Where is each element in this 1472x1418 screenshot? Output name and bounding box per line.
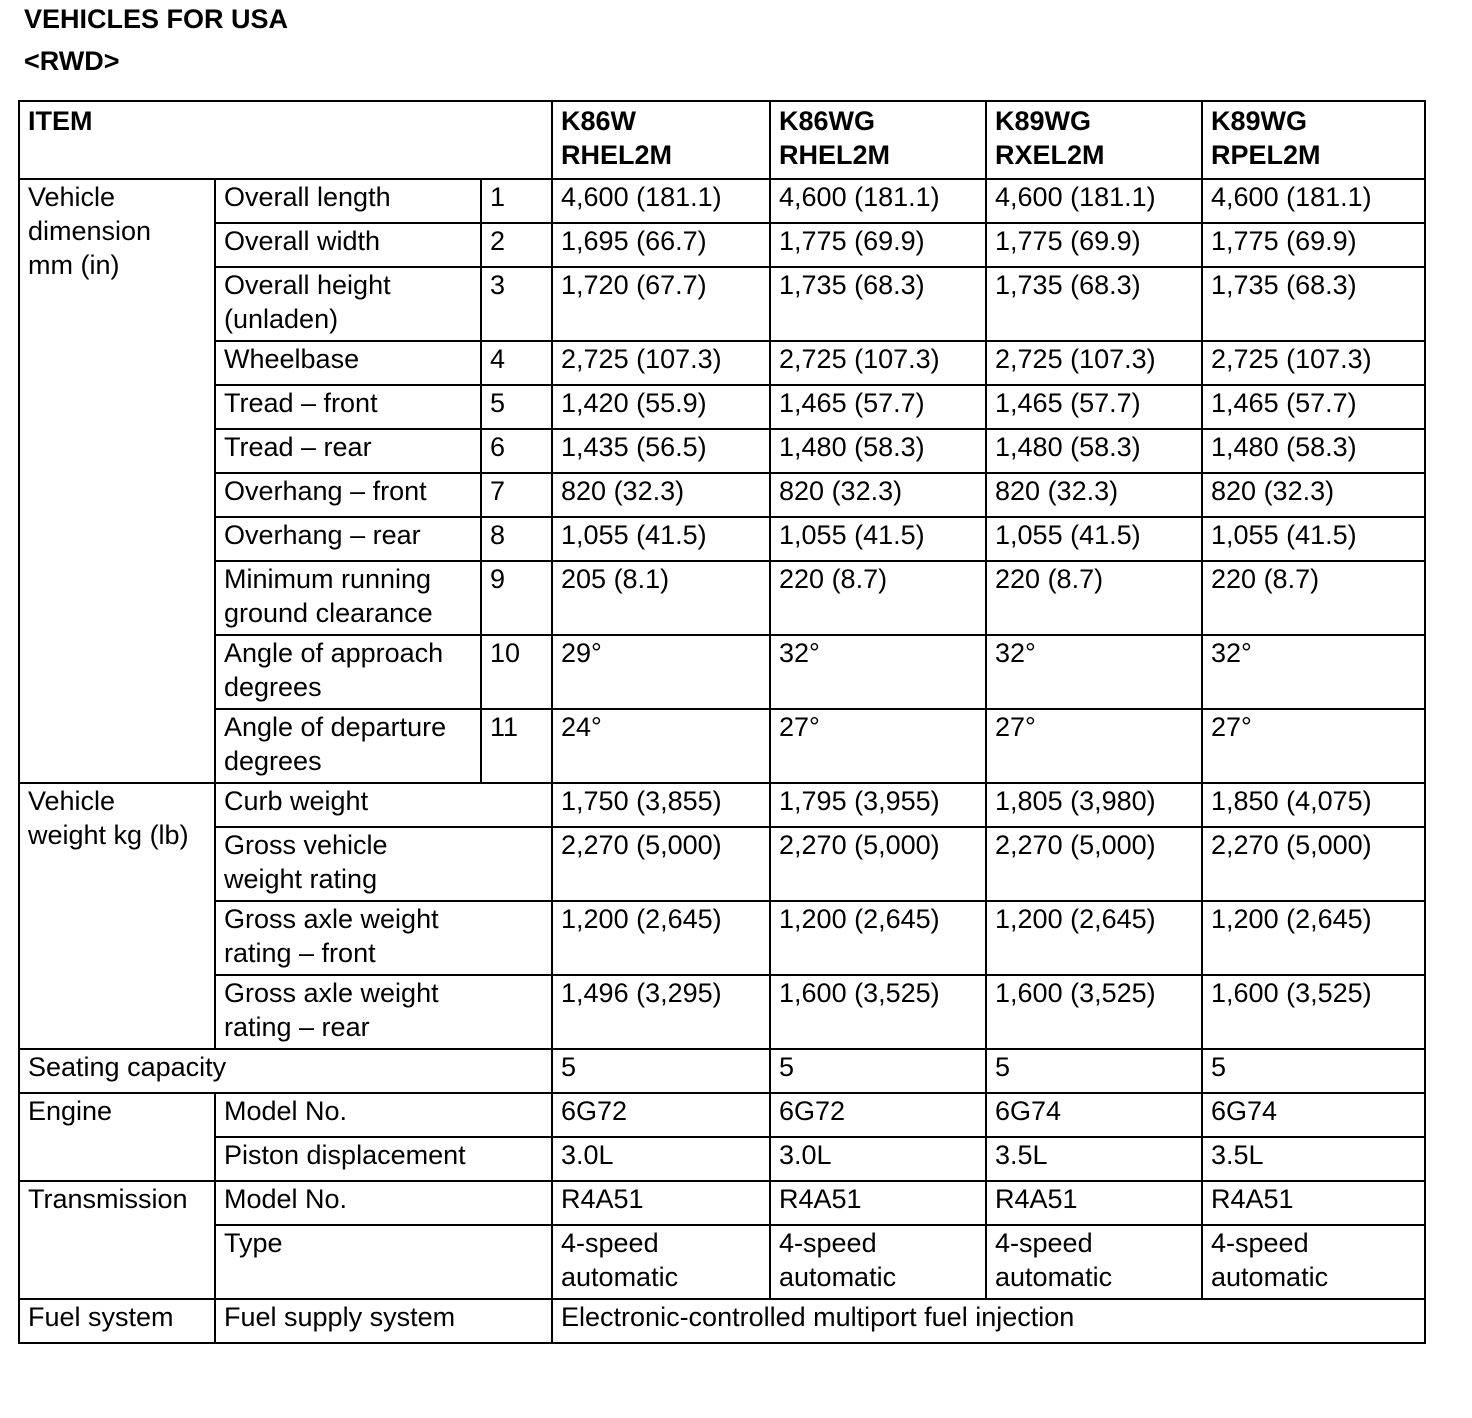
weight-item-label-text: Gross axle weight [224,978,439,1008]
dimension-value-text: 220 (8.7) [779,564,888,594]
dimension-value [552,561,770,635]
dimension-value-text: 2,725 (107.3) [779,344,940,374]
dimension-value [1202,179,1425,223]
dimension-value-text: 1,465 (57.7) [1211,388,1357,418]
dimension-item-number-text: 6 [490,432,506,462]
dimension-item-label-text: Overall height [224,270,391,300]
weight-value [552,827,770,901]
dimension-value-text: 1,480 (58.3) [779,432,925,462]
dimension-value [1202,473,1425,517]
dimension-item-number [481,635,552,709]
dimension-value [770,517,986,561]
weight-value [552,783,770,827]
engine-item-label [215,1093,552,1137]
dimension-value-text: 1,480 (58.3) [995,432,1141,462]
transmission-value-text: 4-speed [779,1228,877,1258]
engine-value-text: 3.5L [1211,1140,1264,1170]
dimension-item-label-text: Angle of departure [224,712,447,742]
dimension-item-number-text: 8 [490,520,506,550]
dimension-value-text: 1,055 (41.5) [1211,520,1357,550]
transmission-item-label-text: Model No. [224,1184,348,1214]
weight-item-label-text: rating – rear [224,1012,370,1042]
seating-label-text: Seating capacity [28,1052,227,1082]
dimension-value-text: 4,600 (181.1) [1211,182,1372,212]
model-header-3-text: K89WG [995,106,1092,136]
dimension-value-text: 1,735 (68.3) [779,270,925,300]
dimension-value-text: 32° [779,638,820,668]
weight-value-text: 1,795 (3,955) [779,786,940,816]
dimension-value-text: 1,465 (57.7) [779,388,925,418]
dimension-value [552,385,770,429]
weight-value [1202,783,1425,827]
dimension-value [1202,561,1425,635]
model-header-2-text: RHEL2M [779,140,891,170]
transmission-row [19,1225,1425,1299]
weight-value [552,975,770,1049]
dimension-value [1202,429,1425,473]
engine-value [770,1137,986,1181]
dimension-item-label [215,473,481,517]
dimension-value-text: 1,420 (55.9) [561,388,707,418]
seating-value-text: 5 [779,1052,795,1082]
fuel-group-label [19,1299,215,1343]
dimension-row [19,223,1425,267]
transmission-value [552,1181,770,1225]
transmission-value-text: 4-speed [1211,1228,1309,1258]
dimension-item-label [215,385,481,429]
dimension-value-text: 24° [561,712,602,742]
dimension-value [552,709,770,783]
weight-item-label [215,901,552,975]
dimension-value [770,267,986,341]
weight-value-text: 1,600 (3,525) [995,978,1156,1008]
dimension-item-number-text: 11 [490,712,519,742]
dimension-item-label-text: degrees [224,672,322,702]
engine-row [19,1093,1425,1137]
transmission-value-text: R4A51 [995,1184,1078,1214]
dimension-item-label-text: Overall length [224,182,391,212]
dimension-value [552,473,770,517]
dimension-item-label-text: ground clearance [224,598,433,628]
weight-value-text: 1,750 (3,855) [561,786,722,816]
dimension-value [1202,341,1425,385]
dimension-item-label [215,429,481,473]
dimension-value-text: 29° [561,638,602,668]
dimension-value-text: 1,055 (41.5) [779,520,925,550]
dimension-item-label [215,267,481,341]
weight-item-label-text: rating – front [224,938,376,968]
transmission-item-label [215,1181,552,1225]
engine-value-text: 6G74 [1211,1096,1278,1126]
fuel-item-label-text: Fuel supply system [224,1302,456,1332]
fuel-value-text: Electronic-controlled multiport fuel injection [561,1302,1075,1332]
engine-value [986,1137,1202,1181]
model-header-4-text: RPEL2M [1211,140,1321,170]
weight-item-label-text: Gross vehicle [224,830,388,860]
dimension-value-text: 2,725 (107.3) [561,344,722,374]
dimension-value [1202,517,1425,561]
dimension-value-text: 1,055 (41.5) [995,520,1141,550]
fuel-row [19,1299,1425,1343]
engine-row [19,1137,1425,1181]
seating-value [986,1049,1202,1093]
dimension-value [770,385,986,429]
dimension-value-text: 1,055 (41.5) [561,520,707,550]
dimension-item-number [481,341,552,385]
weight-value [1202,901,1425,975]
dimension-item-label [215,341,481,385]
dimension-item-number-text: 2 [490,226,506,256]
weight-value-text: 1,496 (3,295) [561,978,722,1008]
dimension-value-text: 220 (8.7) [1211,564,1320,594]
transmission-value-text: automatic [1211,1262,1329,1292]
dimension-item-number [481,709,552,783]
model-header-2-text: K86WG [779,106,876,136]
dimension-value [986,223,1202,267]
weight-value [1202,827,1425,901]
weight-value-text: 2,270 (5,000) [1211,830,1372,860]
weight-value [770,901,986,975]
weight-item-label [215,783,552,827]
dimension-item-number [481,517,552,561]
transmission-value-text: 4-speed [995,1228,1093,1258]
dimension-item-label [215,709,481,783]
engine-value [552,1137,770,1181]
weight-value-text: 2,270 (5,000) [779,830,940,860]
transmission-value [1202,1225,1425,1299]
dimension-item-number [481,179,552,223]
dimension-value-text: 1,775 (69.9) [1211,226,1357,256]
model-header-1-text: RHEL2M [561,140,673,170]
dimension-value [986,429,1202,473]
weight-value-text: 1,600 (3,525) [779,978,940,1008]
dimension-value-text: 1,480 (58.3) [1211,432,1357,462]
weight-group-label-text: weight kg (lb) [28,820,189,850]
dimension-row [19,517,1425,561]
dimension-value-text: 220 (8.7) [995,564,1104,594]
engine-group-label [19,1093,215,1181]
dimension-value-text: 32° [995,638,1036,668]
dimension-value [552,179,770,223]
engine-group-label-text: Engine [28,1096,113,1126]
engine-value [552,1093,770,1137]
dimension-value-text: 820 (32.3) [995,476,1119,506]
transmission-value [770,1225,986,1299]
engine-value [770,1093,986,1137]
dimension-item-number [481,429,552,473]
engine-item-label-text: Model No. [224,1096,348,1126]
dimension-item-number [481,561,552,635]
weight-item-label [215,827,552,901]
weight-value-text: 2,270 (5,000) [561,830,722,860]
dimension-group-label-text: dimension [28,216,152,246]
dimension-value-text: 4,600 (181.1) [779,182,940,212]
transmission-value-text: automatic [779,1262,897,1292]
engine-value-text: 3.5L [995,1140,1048,1170]
dimension-value-text: 27° [1211,712,1252,742]
dimension-value-text: 1,775 (69.9) [995,226,1141,256]
engine-item-label-text: Piston displacement [224,1140,466,1170]
dimension-item-label [215,179,481,223]
dimension-item-number-text: 5 [490,388,506,418]
dimension-value [986,267,1202,341]
weight-value [770,975,986,1049]
weight-value-text: 1,200 (2,645) [995,904,1156,934]
dimension-value [770,635,986,709]
dimension-value-text: 2,725 (107.3) [995,344,1156,374]
dimension-item-number-text: 3 [490,270,506,300]
dimension-group-label-text: Vehicle [28,182,116,212]
dimension-row [19,179,1425,223]
dimension-value-text: 205 (8.1) [561,564,670,594]
dimension-value-text: 4,600 (181.1) [561,182,722,212]
dimension-item-number-text: 9 [490,564,506,594]
header-row [19,101,1425,179]
spec-table [18,100,1426,1344]
dimension-item-label [215,635,481,709]
engine-value-text: 3.0L [561,1140,614,1170]
model-header-4 [1202,101,1425,179]
item-header-text: ITEM [28,106,93,136]
dimension-value [986,179,1202,223]
dimension-row [19,473,1425,517]
weight-value-text: 1,850 (4,075) [1211,786,1372,816]
transmission-item-label [215,1225,552,1299]
weight-value [986,827,1202,901]
dimension-value [986,635,1202,709]
dimension-item-label-text: Angle of approach [224,638,444,668]
weight-value-text: 1,200 (2,645) [561,904,722,934]
transmission-row [19,1181,1425,1225]
engine-value-text: 6G74 [995,1096,1062,1126]
transmission-value-text: 4-speed [561,1228,659,1258]
dimension-value [552,429,770,473]
seating-value [552,1049,770,1093]
weight-value [1202,975,1425,1049]
engine-value [986,1093,1202,1137]
engine-value [1202,1093,1425,1137]
engine-item-label [215,1137,552,1181]
dimension-value [770,179,986,223]
dimension-value [986,709,1202,783]
model-header-4-text: K89WG [1211,106,1308,136]
weight-value-text: 1,805 (3,980) [995,786,1156,816]
weight-value [986,783,1202,827]
engine-value [1202,1137,1425,1181]
weight-value [986,901,1202,975]
seating-value [1202,1049,1425,1093]
dimension-value [1202,267,1425,341]
transmission-value-text: automatic [561,1262,679,1292]
dimension-item-number [481,385,552,429]
weight-value [986,975,1202,1049]
model-header-1 [552,101,770,179]
dimension-value-text: 820 (32.3) [1211,476,1335,506]
dimension-group-label [19,179,215,783]
dimension-value-text: 2,725 (107.3) [1211,344,1372,374]
dimension-value [1202,223,1425,267]
weight-value-text: 1,200 (2,645) [1211,904,1372,934]
transmission-value [986,1225,1202,1299]
model-header-3 [986,101,1202,179]
dimension-value [552,223,770,267]
transmission-value-text: R4A51 [779,1184,862,1214]
transmission-value [1202,1181,1425,1225]
dimension-value [770,223,986,267]
transmission-value-text: R4A51 [561,1184,644,1214]
weight-group-label [19,783,215,1049]
dimension-row [19,709,1425,783]
weight-item-label-text: Gross axle weight [224,904,439,934]
model-header-1-text: K86W [561,106,637,136]
engine-value-text: 3.0L [779,1140,832,1170]
transmission-group-label [19,1181,215,1299]
dimension-value [1202,709,1425,783]
dimension-value [770,473,986,517]
dimension-group-label-text: mm (in) [28,250,120,280]
dimension-value-text: 4,600 (181.1) [995,182,1156,212]
dimension-value [986,517,1202,561]
weight-row [19,783,1425,827]
fuel-item-label [215,1299,552,1343]
transmission-group-label-text: Transmission [28,1184,188,1214]
dimension-row [19,561,1425,635]
dimension-row [19,267,1425,341]
model-header-3-text: RXEL2M [995,140,1105,170]
fuel-group-label-text: Fuel system [28,1302,174,1332]
weight-row [19,975,1425,1049]
dimension-value [986,473,1202,517]
item-header [19,101,552,179]
seating-value-text: 5 [995,1052,1011,1082]
dimension-item-number-text: 10 [490,638,521,668]
transmission-value [552,1225,770,1299]
dimension-value-text: 820 (32.3) [779,476,903,506]
seating-label [19,1049,552,1093]
dimension-value [1202,385,1425,429]
dimension-value-text: 27° [779,712,820,742]
weight-item-label [215,975,552,1049]
dimension-item-label-text: Overhang – front [224,476,427,506]
dimension-row [19,341,1425,385]
dimension-item-label-text: degrees [224,746,322,776]
weight-value-text: 1,200 (2,645) [779,904,940,934]
dimension-item-number [481,223,552,267]
dimension-value [552,635,770,709]
weight-value [552,901,770,975]
weight-item-label-text: weight rating [224,864,378,894]
transmission-value-text: automatic [995,1262,1113,1292]
dimension-value [986,561,1202,635]
page-title: VEHICLES FOR USA [24,4,289,34]
dimension-value [552,341,770,385]
dimension-value [770,561,986,635]
dimension-row [19,385,1425,429]
seating-value-text: 5 [1211,1052,1227,1082]
dimension-item-label-text: Overall width [224,226,381,256]
dimension-value [552,267,770,341]
dimension-value-text: 1,435 (56.5) [561,432,707,462]
weight-value [770,783,986,827]
weight-value [770,827,986,901]
dimension-value-text: 27° [995,712,1036,742]
dimension-value [552,517,770,561]
dimension-row [19,429,1425,473]
weight-value-text: 2,270 (5,000) [995,830,1156,860]
dimension-item-number [481,267,552,341]
engine-value-text: 6G72 [561,1096,628,1126]
dimension-item-label-text: Tread – front [224,388,378,418]
dimension-value [770,429,986,473]
dimension-value-text: 1,735 (68.3) [995,270,1141,300]
transmission-value-text: R4A51 [1211,1184,1294,1214]
dimension-item-label-text: Wheelbase [224,344,360,374]
dimension-item-label-text: Overhang – rear [224,520,421,550]
dimension-value [770,709,986,783]
dimension-value-text: 1,695 (66.7) [561,226,707,256]
weight-item-label-text: Curb weight [224,786,369,816]
dimension-value-text: 1,775 (69.9) [779,226,925,256]
dimension-value-text: 32° [1211,638,1252,668]
dimension-item-label [215,561,481,635]
fuel-value [552,1299,1425,1343]
model-header-2 [770,101,986,179]
transmission-item-label-text: Type [224,1228,283,1258]
dimension-item-number [481,473,552,517]
dimension-value [1202,635,1425,709]
dimension-value [986,341,1202,385]
dimension-item-label [215,223,481,267]
weight-value-text: 1,600 (3,525) [1211,978,1372,1008]
weight-row [19,827,1425,901]
dimension-item-label-text: Tread – rear [224,432,372,462]
dimension-value [986,385,1202,429]
engine-value-text: 6G72 [779,1096,846,1126]
dimension-item-number-text: 7 [490,476,506,506]
dimension-item-label-text: (unladen) [224,304,339,334]
dimension-item-number-text: 1 [490,182,506,212]
dimension-value-text: 1,735 (68.3) [1211,270,1357,300]
dimension-item-number-text: 4 [490,344,506,374]
dimension-value-text: 1,465 (57.7) [995,388,1141,418]
page-subtitle: <RWD> [24,46,120,76]
dimension-row [19,635,1425,709]
dimension-value-text: 820 (32.3) [561,476,685,506]
seating-value-text: 5 [561,1052,577,1082]
seating-value [770,1049,986,1093]
transmission-value [770,1181,986,1225]
dimension-item-label-text: Minimum running [224,564,432,594]
weight-row [19,901,1425,975]
dimension-value [770,341,986,385]
transmission-value [986,1181,1202,1225]
dimension-value-text: 1,720 (67.7) [561,270,707,300]
weight-group-label-text: Vehicle [28,786,116,816]
dimension-item-label [215,517,481,561]
seating-row [19,1049,1425,1093]
